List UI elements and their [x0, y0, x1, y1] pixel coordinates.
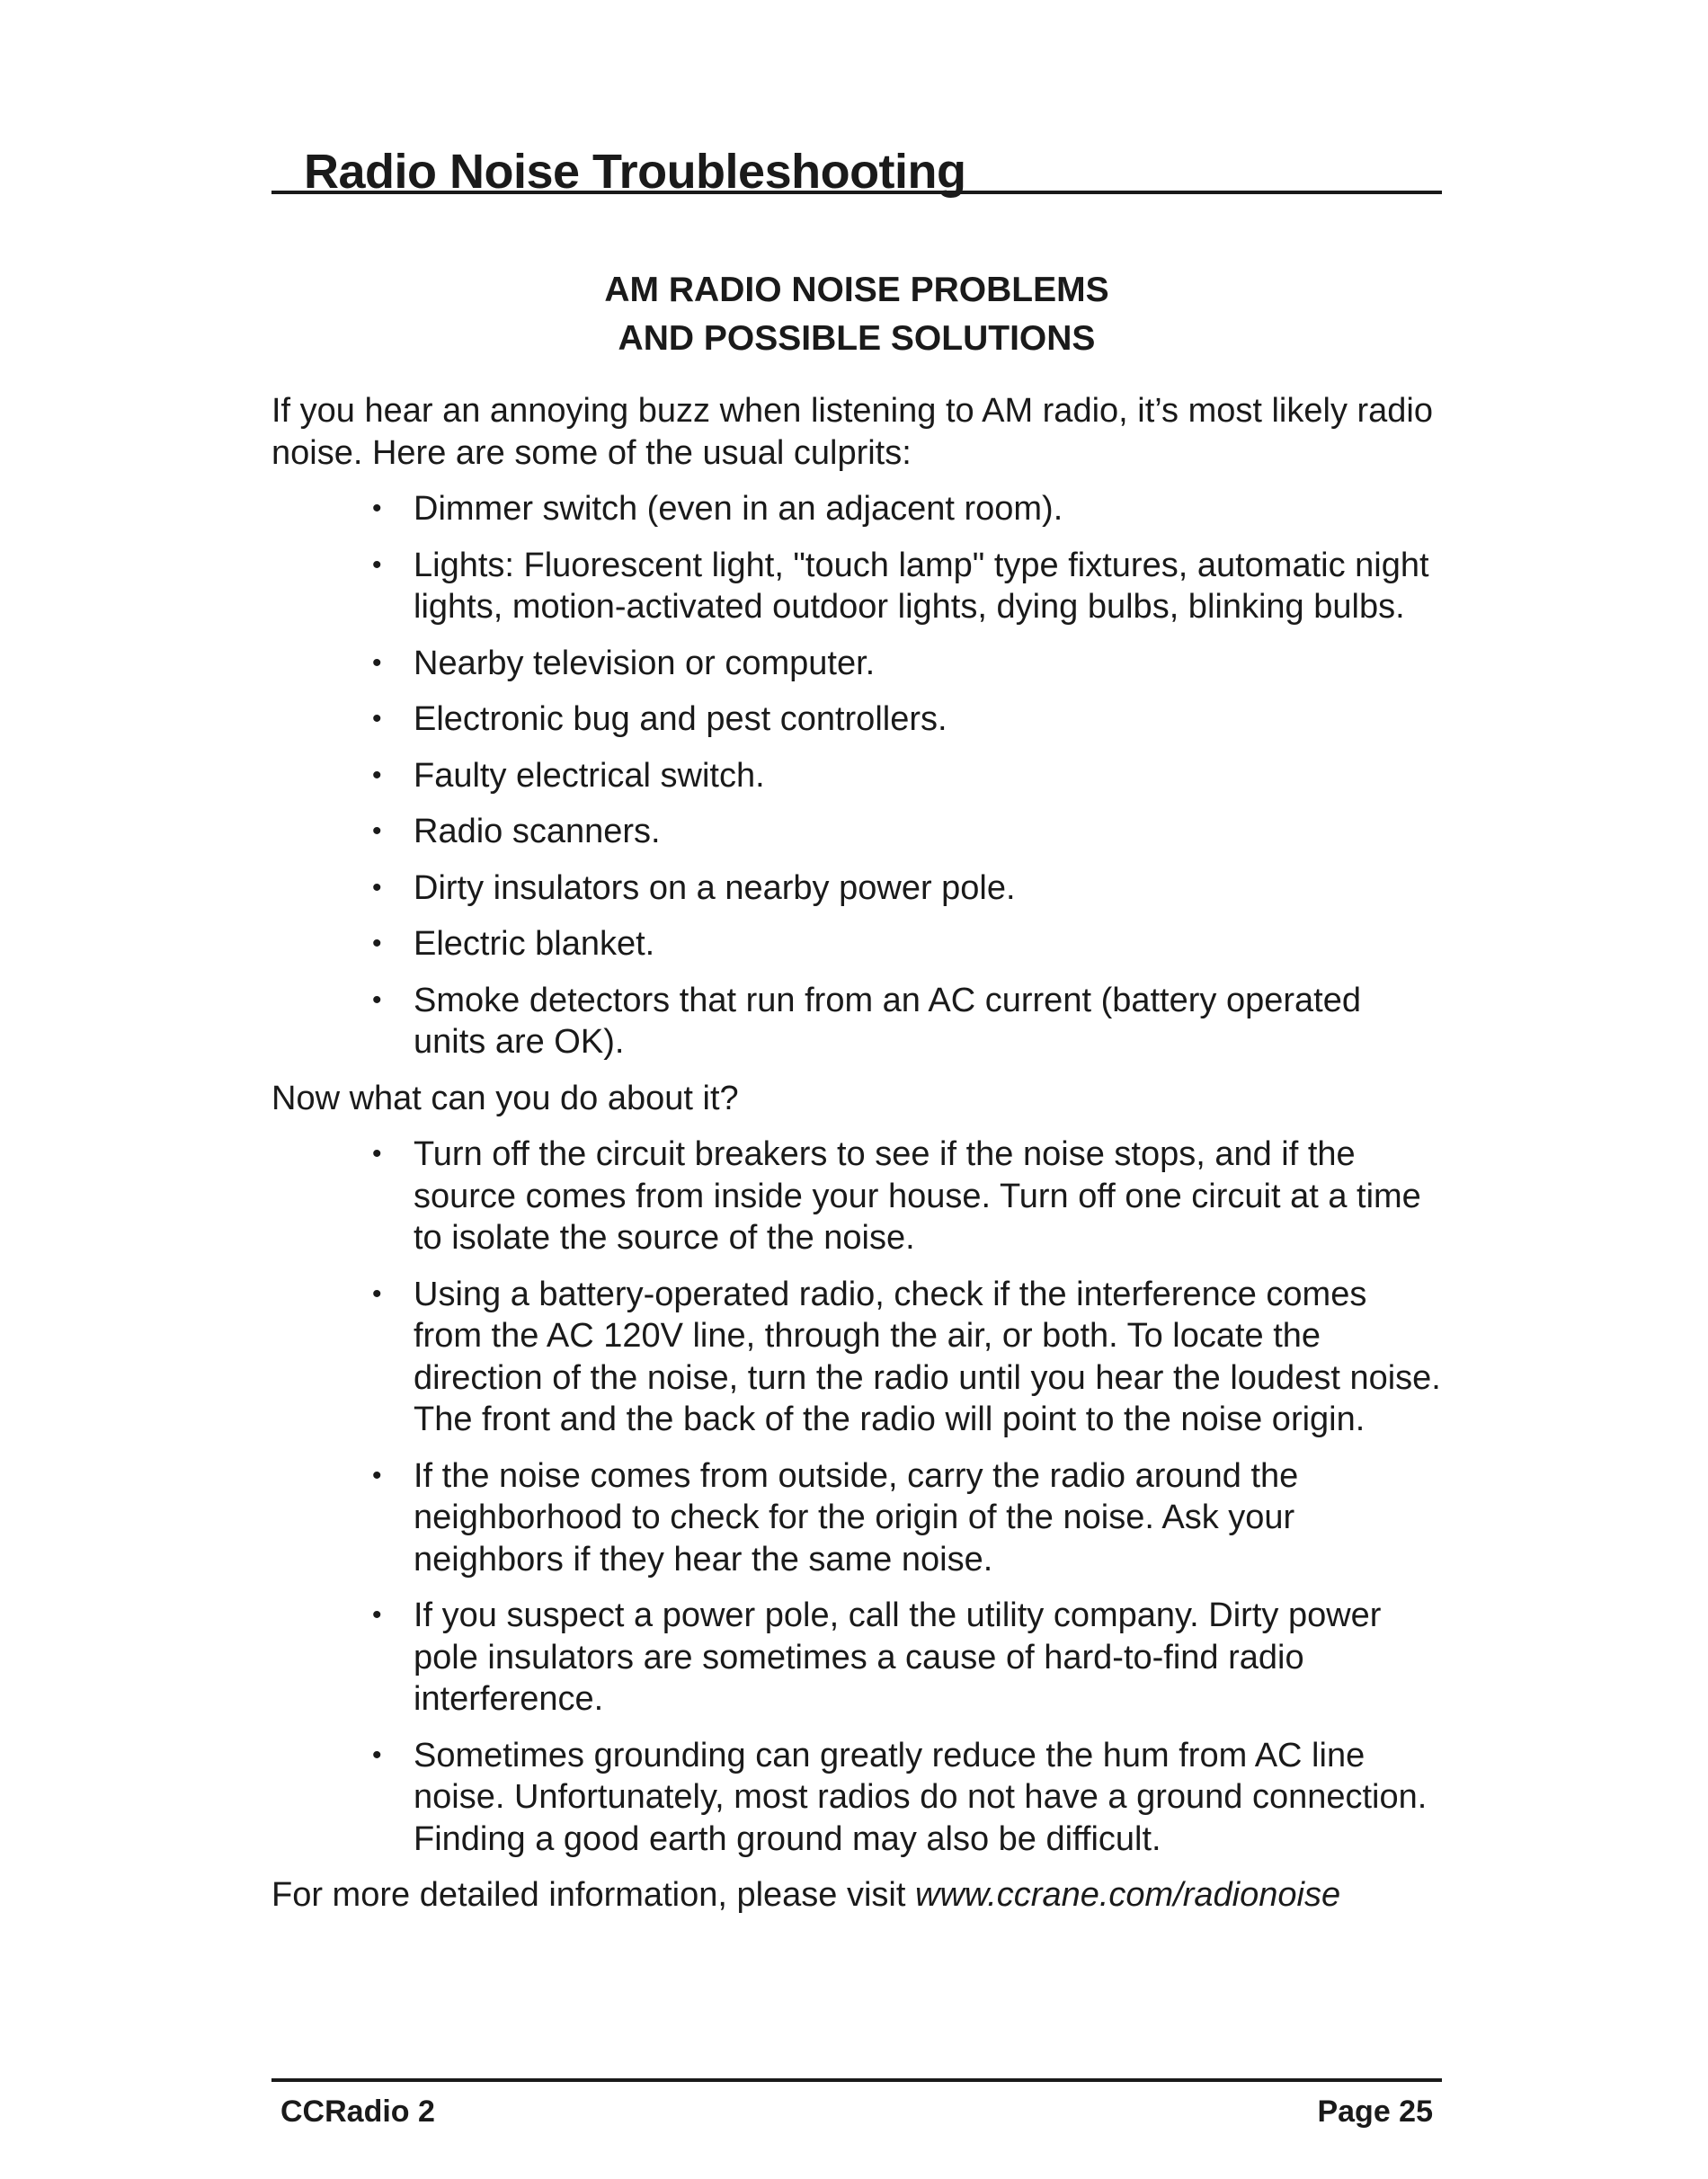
page-header — [271, 133, 1442, 199]
causes-list — [271, 488, 1442, 1063]
cause-item: • Smoke detectors that run from an AC current (battery operated units are OK). — [414, 980, 1442, 1063]
solution-item: • If the noise comes from outside, carry the radio around the neighborhood to check for the origin of the noise. Ask your neighbors if they hear the same noise. — [414, 1455, 1442, 1581]
solutions-list — [271, 1134, 1442, 1860]
cause-item: • Electric blanket. — [414, 923, 1442, 965]
cause-item: • Nearby television or computer. — [414, 643, 1442, 685]
solution-item: • Turn off the circuit breakers to see if the noise stops, and if the source comes from inside your house. Turn off one circuit at a time to isolate the source of the noise. — [414, 1134, 1442, 1259]
footer-product-name: CCRadio 2 — [280, 2095, 435, 2129]
cause-item: • Dirty insulators on a nearby power pole. — [414, 867, 1442, 910]
section-title — [271, 266, 1442, 363]
solution-item: • Sometimes grounding can greatly reduce the hum from AC line noise. Unfortunately, most radios do not have a ground connection. Finding a good earth ground may also be difficult. — [414, 1735, 1442, 1861]
cause-item: • Electronic bug and pest controllers. — [414, 698, 1442, 741]
page-footer — [271, 2078, 1442, 2136]
solution-item: • If you suspect a power pole, call the utility company. Dirty power pole insulators are sometimes a cause of hard-to-find radio interference. — [414, 1595, 1442, 1721]
section-title-line-1: AM RADIO NOISE PROBLEMS — [604, 271, 1109, 309]
body-content — [271, 390, 1442, 1917]
cause-item: • Radio scanners. — [414, 811, 1442, 853]
section-title-line-2: AND POSSIBLE SOLUTIONS — [618, 319, 1096, 358]
footer-page-number: Page 25 — [1317, 2095, 1433, 2129]
page-title: Radio Noise Troubleshooting — [304, 145, 966, 199]
solution-item: • Using a battery-operated radio, check if the interference comes from the AC 120V line, through the air, or both. To locate the direction of the noise, turn the radio until you hear the loudest noise. The front and the back of the radio will point to the noise origin. — [414, 1274, 1442, 1441]
more-info-text: For more detailed information, please visit — [271, 1876, 915, 1914]
cause-item: • Dimmer switch (even in an adjacent room). — [414, 488, 1442, 530]
intro-paragraph: If you hear an annoying buzz when listening to AM radio, it’s most likely radio noise. Here are some of the usual culprits: — [271, 392, 1433, 472]
cause-item: • Lights: Fluorescent light, "touch lamp" type fixtures, automatic night lights, motion-activated outdoor lights, dying bulbs, blinking bulbs. — [414, 545, 1442, 628]
question-paragraph: Now what can you do about it? — [271, 1079, 739, 1117]
more-info-url: www.ccrane.com/radionoise — [915, 1876, 1341, 1914]
more-info-paragraph — [271, 1874, 1442, 1917]
cause-item: • Faulty electrical switch. — [414, 755, 1442, 797]
